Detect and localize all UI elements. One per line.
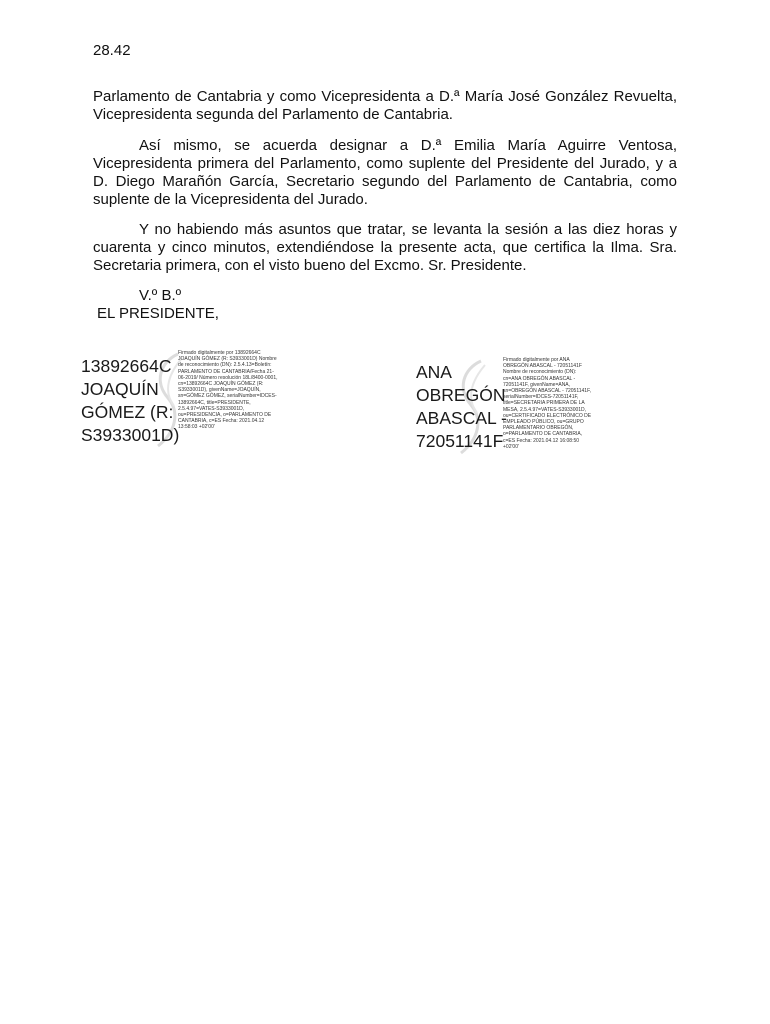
visto-bueno-label: V.º B.º: [139, 287, 182, 304]
digital-signature-secretary: [415, 357, 605, 457]
signer-name: 13892664C JOAQUÍN GÓMEZ (R: S3933001D): [81, 356, 180, 445]
signature-details: Firmado digitalmente por 13892664C JOAQUÍN GÓMEZ (R: S3933001D) Nombre de reconocimiento (DN): 2.5.4.13=Boletín: PARLAMENTO DE CANTABRIA/Fecha 21-06-2019/ Número resolución 18L/8400-0001, cn=13892664C JOAQUÍN GÓMEZ (R: S3933001D), givenName=JOAQUÍN, sn=GÓMEZ GÓMEZ, serialNumber=IDCES-13892664C, title=PRESIDENTE, 2.5.4.97=VATES-S3933001D, ou=PRESIDENCIA, o=PARLAMENTO DE CANTABRIA, c=ES Fecha: 2021.04.12 13:58:03 +02'00': [178, 350, 278, 431]
paragraph-closing: Y no habiendo más asuntos que tratar, se levanta la sesión a las diez horas y cuarenta y cinco minutos, extendiéndose la presente acta, que certifica la Ilma. Sra. Secretaria primera, con el visto bueno del Excmo. Sr. Presidente.: [93, 221, 677, 274]
digital-signature-president: [80, 350, 310, 450]
page-number: 28.42: [93, 42, 131, 59]
paragraph-substitutes: Así mismo, se acuerda designar a D.ª Emilia María Aguirre Ventosa, Vicepresidenta primera del Parlamento, como suplente del Presidente del Jurado, y a D. Diego Marañón García, Secretario segundo del Parlamento de Cantabria, como suplente de la Vicepresidenta del Jurado.: [93, 137, 677, 208]
president-label: EL PRESIDENTE,: [97, 305, 219, 322]
paragraph-designation: Parlamento de Cantabria y como Vicepresidenta a D.ª María José González Revuelta, Vicepresidenta segunda del Parlamento de Cantabria.: [93, 88, 677, 123]
signature-details: Firmado digitalmente por ANA OBREGÓN ABASCAL - 72051141F Nombre de reconocimiento (DN): cn=ANA OBREGÓN ABASCAL - 72051141F, givenName=ANA, sn=OBREGÓN ABASCAL - 72051141F, serialNumber=IDCES-72051141F, title=SECRETARIA PRIMERA DE LA MESA, 2.5.4.97=VATES-S3933001D, ou=CERTIFICADO ELECTRÓNICO DE EMPLEADO PÚBLICO, ou=GRUPO PARLAMENTARIO OBREGÓN, o=PARLAMENTO DE CANTABRIA, c=ES Fecha: 2021.04.12 16:08:50 +02'00': [503, 357, 592, 450]
signer-name: ANA OBREGÓN ABASCAL - 72051141F: [416, 362, 507, 451]
